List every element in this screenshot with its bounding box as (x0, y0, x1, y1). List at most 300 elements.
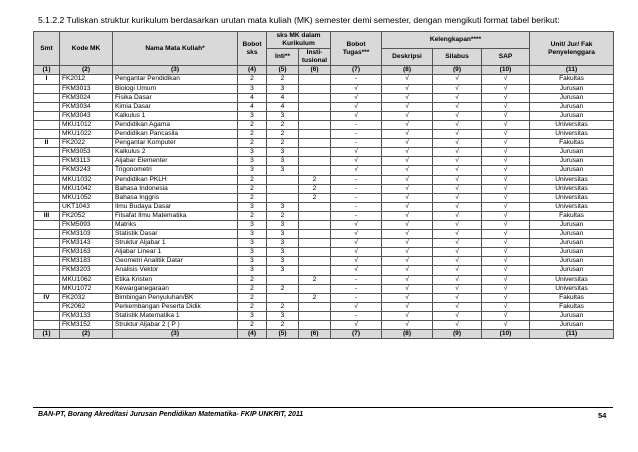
cell-inti: 3 (267, 311, 299, 320)
cell-institusional: 2 (299, 184, 331, 193)
cell-inti: 2 (267, 211, 299, 220)
cell-inti: 2 (267, 75, 299, 84)
header-kode-mk: Kode MK (60, 32, 113, 66)
column-number: (2) (60, 330, 113, 339)
cell-silabus: √ (433, 266, 482, 275)
table-row (34, 257, 614, 266)
cell-smt (34, 193, 60, 202)
column-number: (5) (267, 66, 299, 75)
cell-deskripsi: √ (382, 148, 433, 157)
page-number: 54 (598, 411, 607, 420)
cell-deskripsi: √ (382, 166, 433, 175)
cell-unit: Fakultas (530, 302, 614, 311)
table-row (34, 275, 614, 284)
cell-unit: Jurusan (530, 230, 614, 239)
cell-bobot-sks: 2 (238, 75, 267, 84)
cell-sap: √ (482, 248, 530, 257)
cell-nama-mk: Geometri Analitik Datar (113, 257, 238, 266)
column-number: (9) (433, 66, 482, 75)
cell-institusional (299, 230, 331, 239)
cell-unit: Universitas (530, 175, 614, 184)
cell-kode-mk: FK2032 (60, 293, 113, 302)
cell-nama-mk: Struktur Aljabar 1 (113, 239, 238, 248)
cell-inti: 3 (267, 230, 299, 239)
cell-bobot-tugas: √ (331, 248, 382, 257)
cell-bobot-tugas: √ (331, 93, 382, 102)
table-row (34, 211, 614, 220)
cell-institusional (299, 266, 331, 275)
cell-nama-mk: Etika Kristen (113, 275, 238, 284)
cell-bobot-sks: 3 (238, 166, 267, 175)
cell-bobot-sks: 3 (238, 148, 267, 157)
table-row (34, 130, 614, 139)
cell-sap: √ (482, 148, 530, 157)
header-institusional: Insti-tusional (299, 49, 331, 66)
cell-bobot-tugas: - (331, 275, 382, 284)
cell-bobot-sks: 2 (238, 321, 267, 330)
cell-deskripsi: √ (382, 257, 433, 266)
cell-deskripsi: √ (382, 193, 433, 202)
cell-inti: 3 (267, 111, 299, 120)
cell-silabus: √ (433, 275, 482, 284)
cell-institusional: 2 (299, 275, 331, 284)
cell-bobot-sks: 2 (238, 184, 267, 193)
cell-kode-mk: FK2012 (60, 75, 113, 84)
table-row (34, 266, 614, 275)
cell-bobot-sks: 2 (238, 193, 267, 202)
cell-kode-mk: FKM3152 (60, 321, 113, 330)
column-number-row (34, 66, 614, 75)
cell-bobot-tugas: √ (331, 302, 382, 311)
cell-silabus: √ (433, 93, 482, 102)
cell-bobot-tugas: √ (331, 321, 382, 330)
cell-unit: Jurusan (530, 220, 614, 229)
header-kelengkapan: Kelengkapan**** (382, 32, 530, 49)
cell-bobot-sks: 2 (238, 175, 267, 184)
cell-smt (34, 184, 60, 193)
cell-inti: 3 (267, 239, 299, 248)
cell-smt (34, 202, 60, 211)
cell-sap: √ (482, 102, 530, 111)
cell-institusional (299, 139, 331, 148)
column-number: (4) (238, 66, 267, 75)
cell-bobot-tugas: - (331, 130, 382, 139)
cell-sap: √ (482, 311, 530, 320)
cell-silabus: √ (433, 248, 482, 257)
table-row (34, 239, 614, 248)
cell-deskripsi: √ (382, 157, 433, 166)
cell-kode-mk: FKM3103 (60, 230, 113, 239)
cell-bobot-sks: 2 (238, 302, 267, 311)
cell-nama-mk: Statistik Matematika 1 (113, 311, 238, 320)
table-row (34, 84, 614, 93)
cell-deskripsi: √ (382, 120, 433, 129)
cell-sap: √ (482, 166, 530, 175)
cell-institusional (299, 211, 331, 220)
column-number: (3) (113, 330, 238, 339)
cell-unit: Fakultas (530, 211, 614, 220)
column-number: (1) (34, 330, 60, 339)
cell-kode-mk: FK2052 (60, 211, 113, 220)
cell-sap: √ (482, 211, 530, 220)
cell-kode-mk: FKM3143 (60, 239, 113, 248)
cell-silabus: √ (433, 102, 482, 111)
cell-sap: √ (482, 120, 530, 129)
cell-inti: 3 (267, 202, 299, 211)
cell-bobot-tugas: - (331, 175, 382, 184)
table-row (34, 102, 614, 111)
cell-kode-mk: FKM3043 (60, 111, 113, 120)
cell-bobot-sks: 2 (238, 120, 267, 129)
cell-bobot-tugas: √ (331, 266, 382, 275)
cell-smt (34, 311, 60, 320)
cell-deskripsi: √ (382, 284, 433, 293)
cell-kode-mk: FKM3034 (60, 102, 113, 111)
cell-silabus: √ (433, 120, 482, 129)
cell-inti: 3 (267, 166, 299, 175)
section-title: 5.1.2.2 Tuliskan struktur kurikulum berdasarkan urutan mata kuliah (MK) semester demi semester, dengan mengikuti format tabel berikut: (38, 15, 560, 25)
table-row (34, 321, 614, 330)
cell-smt (34, 220, 60, 229)
cell-kode-mk: UKT1043 (60, 202, 113, 211)
cell-kode-mk: FKM3163 (60, 248, 113, 257)
cell-bobot-tugas: - (331, 184, 382, 193)
cell-deskripsi: √ (382, 321, 433, 330)
cell-institusional (299, 248, 331, 257)
cell-bobot-sks: 2 (238, 293, 267, 302)
cell-nama-mk: Filsafat Ilmu Matematika (113, 211, 238, 220)
cell-nama-mk: Bahasa Indonesia (113, 184, 238, 193)
cell-smt: I (34, 75, 60, 84)
cell-smt (34, 321, 60, 330)
cell-inti: 2 (267, 139, 299, 148)
cell-smt (34, 230, 60, 239)
column-number: (8) (382, 66, 433, 75)
cell-deskripsi: √ (382, 293, 433, 302)
cell-bobot-tugas: √ (331, 157, 382, 166)
cell-institusional (299, 202, 331, 211)
cell-bobot-tugas: √ (331, 148, 382, 157)
cell-sap: √ (482, 111, 530, 120)
cell-deskripsi: √ (382, 102, 433, 111)
cell-institusional: 2 (299, 193, 331, 202)
cell-kode-mk: MKU1012 (60, 120, 113, 129)
cell-unit: Universitas (530, 275, 614, 284)
cell-institusional (299, 157, 331, 166)
cell-nama-mk: Pendidikan PKLH (113, 175, 238, 184)
column-number: (6) (299, 66, 331, 75)
cell-bobot-tugas: - (331, 311, 382, 320)
table-row (34, 157, 614, 166)
cell-deskripsi: √ (382, 248, 433, 257)
cell-unit: Jurusan (530, 148, 614, 157)
cell-inti (267, 293, 299, 302)
table-row (34, 302, 614, 311)
cell-unit: Jurusan (530, 248, 614, 257)
header-unit: Unit/ Jur/ Fak Penyelenggara (530, 32, 614, 66)
cell-bobot-sks: 2 (238, 211, 267, 220)
footer-text: BAN-PT, Borang Akreditasi Jurusan Pendidikan Matematika- FKIP UNKRIT, 2011 (38, 411, 304, 418)
header-sap: SAP (482, 49, 530, 66)
cell-inti: 3 (267, 148, 299, 157)
cell-inti: 2 (267, 302, 299, 311)
cell-deskripsi: √ (382, 275, 433, 284)
cell-deskripsi: √ (382, 130, 433, 139)
cell-sap: √ (482, 321, 530, 330)
column-number: (1) (34, 66, 60, 75)
cell-inti: 2 (267, 321, 299, 330)
cell-institusional: 2 (299, 175, 331, 184)
column-number: (10) (482, 330, 530, 339)
cell-silabus: √ (433, 321, 482, 330)
cell-kode-mk: FKM3243 (60, 166, 113, 175)
cell-institusional: 2 (299, 293, 331, 302)
cell-bobot-tugas: - (331, 75, 382, 84)
cell-deskripsi: √ (382, 302, 433, 311)
cell-silabus: √ (433, 257, 482, 266)
cell-smt (34, 284, 60, 293)
column-number-row (34, 330, 614, 339)
cell-sap: √ (482, 84, 530, 93)
cell-nama-mk: Kewarganegaraan (113, 284, 238, 293)
cell-deskripsi: √ (382, 311, 433, 320)
column-number: (10) (482, 66, 530, 75)
cell-bobot-tugas: - (331, 193, 382, 202)
cell-nama-mk: Pengantar Pendidikan (113, 75, 238, 84)
cell-nama-mk: Biologi Umum (113, 84, 238, 93)
cell-bobot-tugas: √ (331, 102, 382, 111)
table-row (34, 248, 614, 257)
cell-inti (267, 275, 299, 284)
cell-unit: Jurusan (530, 311, 614, 320)
header-inti: Inti** (267, 49, 299, 66)
cell-kode-mk: MKU1042 (60, 184, 113, 193)
cell-sap: √ (482, 257, 530, 266)
curriculum-table (33, 31, 614, 339)
cell-bobot-tugas: - (331, 284, 382, 293)
cell-smt (34, 302, 60, 311)
cell-smt (34, 275, 60, 284)
cell-institusional (299, 220, 331, 229)
cell-inti: 4 (267, 93, 299, 102)
cell-smt (34, 130, 60, 139)
cell-silabus: √ (433, 202, 482, 211)
cell-nama-mk: Pendidikan Pancasila (113, 130, 238, 139)
table-row (34, 184, 614, 193)
cell-nama-mk: Kimia Dasar (113, 102, 238, 111)
cell-sap: √ (482, 220, 530, 229)
cell-bobot-tugas: √ (331, 230, 382, 239)
cell-sap: √ (482, 75, 530, 84)
cell-silabus: √ (433, 293, 482, 302)
cell-smt (34, 175, 60, 184)
cell-unit: Universitas (530, 130, 614, 139)
table-row (34, 293, 614, 302)
cell-nama-mk: Pendidikan Agama (113, 120, 238, 129)
cell-bobot-tugas: - (331, 211, 382, 220)
cell-bobot-tugas: √ (331, 111, 382, 120)
cell-silabus: √ (433, 230, 482, 239)
column-number: (7) (331, 66, 382, 75)
cell-nama-mk: Matriks (113, 220, 238, 229)
cell-nama-mk: Bahasa Inggris (113, 193, 238, 202)
cell-institusional (299, 93, 331, 102)
cell-kode-mk: MKU1062 (60, 275, 113, 284)
cell-sap: √ (482, 93, 530, 102)
cell-unit: Jurusan (530, 93, 614, 102)
header-sks-kurikulum: sks MK dalam Kurikulum (267, 32, 331, 49)
cell-sap: √ (482, 230, 530, 239)
cell-unit: Universitas (530, 202, 614, 211)
cell-kode-mk: FK2022 (60, 139, 113, 148)
table-body (34, 75, 614, 330)
cell-bobot-tugas: - (331, 202, 382, 211)
cell-nama-mk: Fisika Dasar (113, 93, 238, 102)
cell-nama-mk: Kalkulus 1 (113, 111, 238, 120)
cell-bobot-sks: 3 (238, 248, 267, 257)
table-row (34, 120, 614, 129)
table-row (34, 230, 614, 239)
cell-sap: √ (482, 139, 530, 148)
cell-silabus: √ (433, 193, 482, 202)
table-row (34, 148, 614, 157)
cell-silabus: √ (433, 302, 482, 311)
column-number: (2) (60, 66, 113, 75)
header-smt: Smt (34, 32, 60, 66)
table-row (34, 111, 614, 120)
cell-nama-mk: Bimbingan Penyuluhan/BK (113, 293, 238, 302)
cell-bobot-sks: 2 (238, 275, 267, 284)
cell-bobot-sks: 2 (238, 284, 267, 293)
cell-institusional (299, 120, 331, 129)
cell-smt (34, 111, 60, 120)
cell-bobot-sks: 3 (238, 202, 267, 211)
cell-silabus: √ (433, 166, 482, 175)
cell-sap: √ (482, 239, 530, 248)
cell-nama-mk: Aljabar Elementer (113, 157, 238, 166)
cell-bobot-sks: 3 (238, 257, 267, 266)
cell-smt (34, 239, 60, 248)
cell-smt: IV (34, 293, 60, 302)
cell-deskripsi: √ (382, 220, 433, 229)
cell-deskripsi: √ (382, 139, 433, 148)
cell-kode-mk: FKM3024 (60, 93, 113, 102)
cell-unit: Jurusan (530, 321, 614, 330)
cell-silabus: √ (433, 220, 482, 229)
column-number: (11) (530, 330, 614, 339)
cell-nama-mk: Statistik Dasar (113, 230, 238, 239)
column-number: (9) (433, 330, 482, 339)
cell-smt (34, 266, 60, 275)
cell-smt (34, 248, 60, 257)
cell-inti (267, 184, 299, 193)
cell-nama-mk: Perkembangan Peserta Didik (113, 302, 238, 311)
cell-smt (34, 102, 60, 111)
cell-bobot-sks: 3 (238, 220, 267, 229)
cell-unit: Universitas (530, 184, 614, 193)
cell-deskripsi: √ (382, 75, 433, 84)
cell-institusional (299, 302, 331, 311)
cell-unit: Universitas (530, 284, 614, 293)
cell-unit: Fakultas (530, 139, 614, 148)
cell-bobot-tugas: - (331, 139, 382, 148)
cell-institusional (299, 166, 331, 175)
cell-bobot-sks: 3 (238, 111, 267, 120)
cell-nama-mk: Struktur Aljabar 2 ( P ) (113, 321, 238, 330)
cell-silabus: √ (433, 175, 482, 184)
table-row (34, 175, 614, 184)
cell-silabus: √ (433, 211, 482, 220)
cell-bobot-sks: 3 (238, 157, 267, 166)
cell-inti: 3 (267, 266, 299, 275)
cell-kode-mk: MKU1022 (60, 130, 113, 139)
table-row (34, 139, 614, 148)
cell-inti: 3 (267, 220, 299, 229)
cell-smt: II (34, 139, 60, 148)
cell-sap: √ (482, 293, 530, 302)
cell-unit: Jurusan (530, 257, 614, 266)
table-row (34, 202, 614, 211)
cell-kode-mk: FKM3183 (60, 257, 113, 266)
cell-bobot-sks: 2 (238, 139, 267, 148)
cell-sap: √ (482, 202, 530, 211)
cell-bobot-tugas: - (331, 293, 382, 302)
cell-bobot-sks: 3 (238, 230, 267, 239)
cell-institusional (299, 130, 331, 139)
cell-kode-mk: MKU1052 (60, 193, 113, 202)
cell-bobot-sks: 4 (238, 93, 267, 102)
cell-sap: √ (482, 275, 530, 284)
cell-kode-mk: MKU1032 (60, 175, 113, 184)
cell-deskripsi: √ (382, 93, 433, 102)
cell-unit: Jurusan (530, 157, 614, 166)
cell-nama-mk: Kalkulus 2 (113, 148, 238, 157)
cell-silabus: √ (433, 111, 482, 120)
cell-deskripsi: √ (382, 84, 433, 93)
cell-silabus: √ (433, 84, 482, 93)
cell-silabus: √ (433, 75, 482, 84)
cell-silabus: √ (433, 139, 482, 148)
cell-nama-mk: Aljabar Linear 1 (113, 248, 238, 257)
cell-deskripsi: √ (382, 175, 433, 184)
cell-bobot-sks: 4 (238, 102, 267, 111)
cell-smt: III (34, 211, 60, 220)
header-deskripsi: Deskripsi (382, 49, 433, 66)
cell-institusional (299, 75, 331, 84)
column-number: (3) (113, 66, 238, 75)
cell-sap: √ (482, 302, 530, 311)
cell-bobot-tugas: √ (331, 220, 382, 229)
table-row (34, 284, 614, 293)
cell-nama-mk: Pengantar Komputer (113, 139, 238, 148)
cell-bobot-tugas: - (331, 120, 382, 129)
cell-deskripsi: √ (382, 239, 433, 248)
column-number: (8) (382, 330, 433, 339)
cell-kode-mk: FKM3053 (60, 148, 113, 157)
cell-inti: 2 (267, 130, 299, 139)
cell-silabus: √ (433, 184, 482, 193)
cell-smt (34, 120, 60, 129)
cell-deskripsi: √ (382, 230, 433, 239)
cell-institusional (299, 321, 331, 330)
cell-kode-mk: FK2062 (60, 302, 113, 311)
header-bobot-sks: Bobot sks (238, 32, 267, 66)
column-number: (11) (530, 66, 614, 75)
cell-smt (34, 148, 60, 157)
cell-inti: 4 (267, 102, 299, 111)
cell-bobot-tugas: √ (331, 239, 382, 248)
cell-institusional (299, 284, 331, 293)
